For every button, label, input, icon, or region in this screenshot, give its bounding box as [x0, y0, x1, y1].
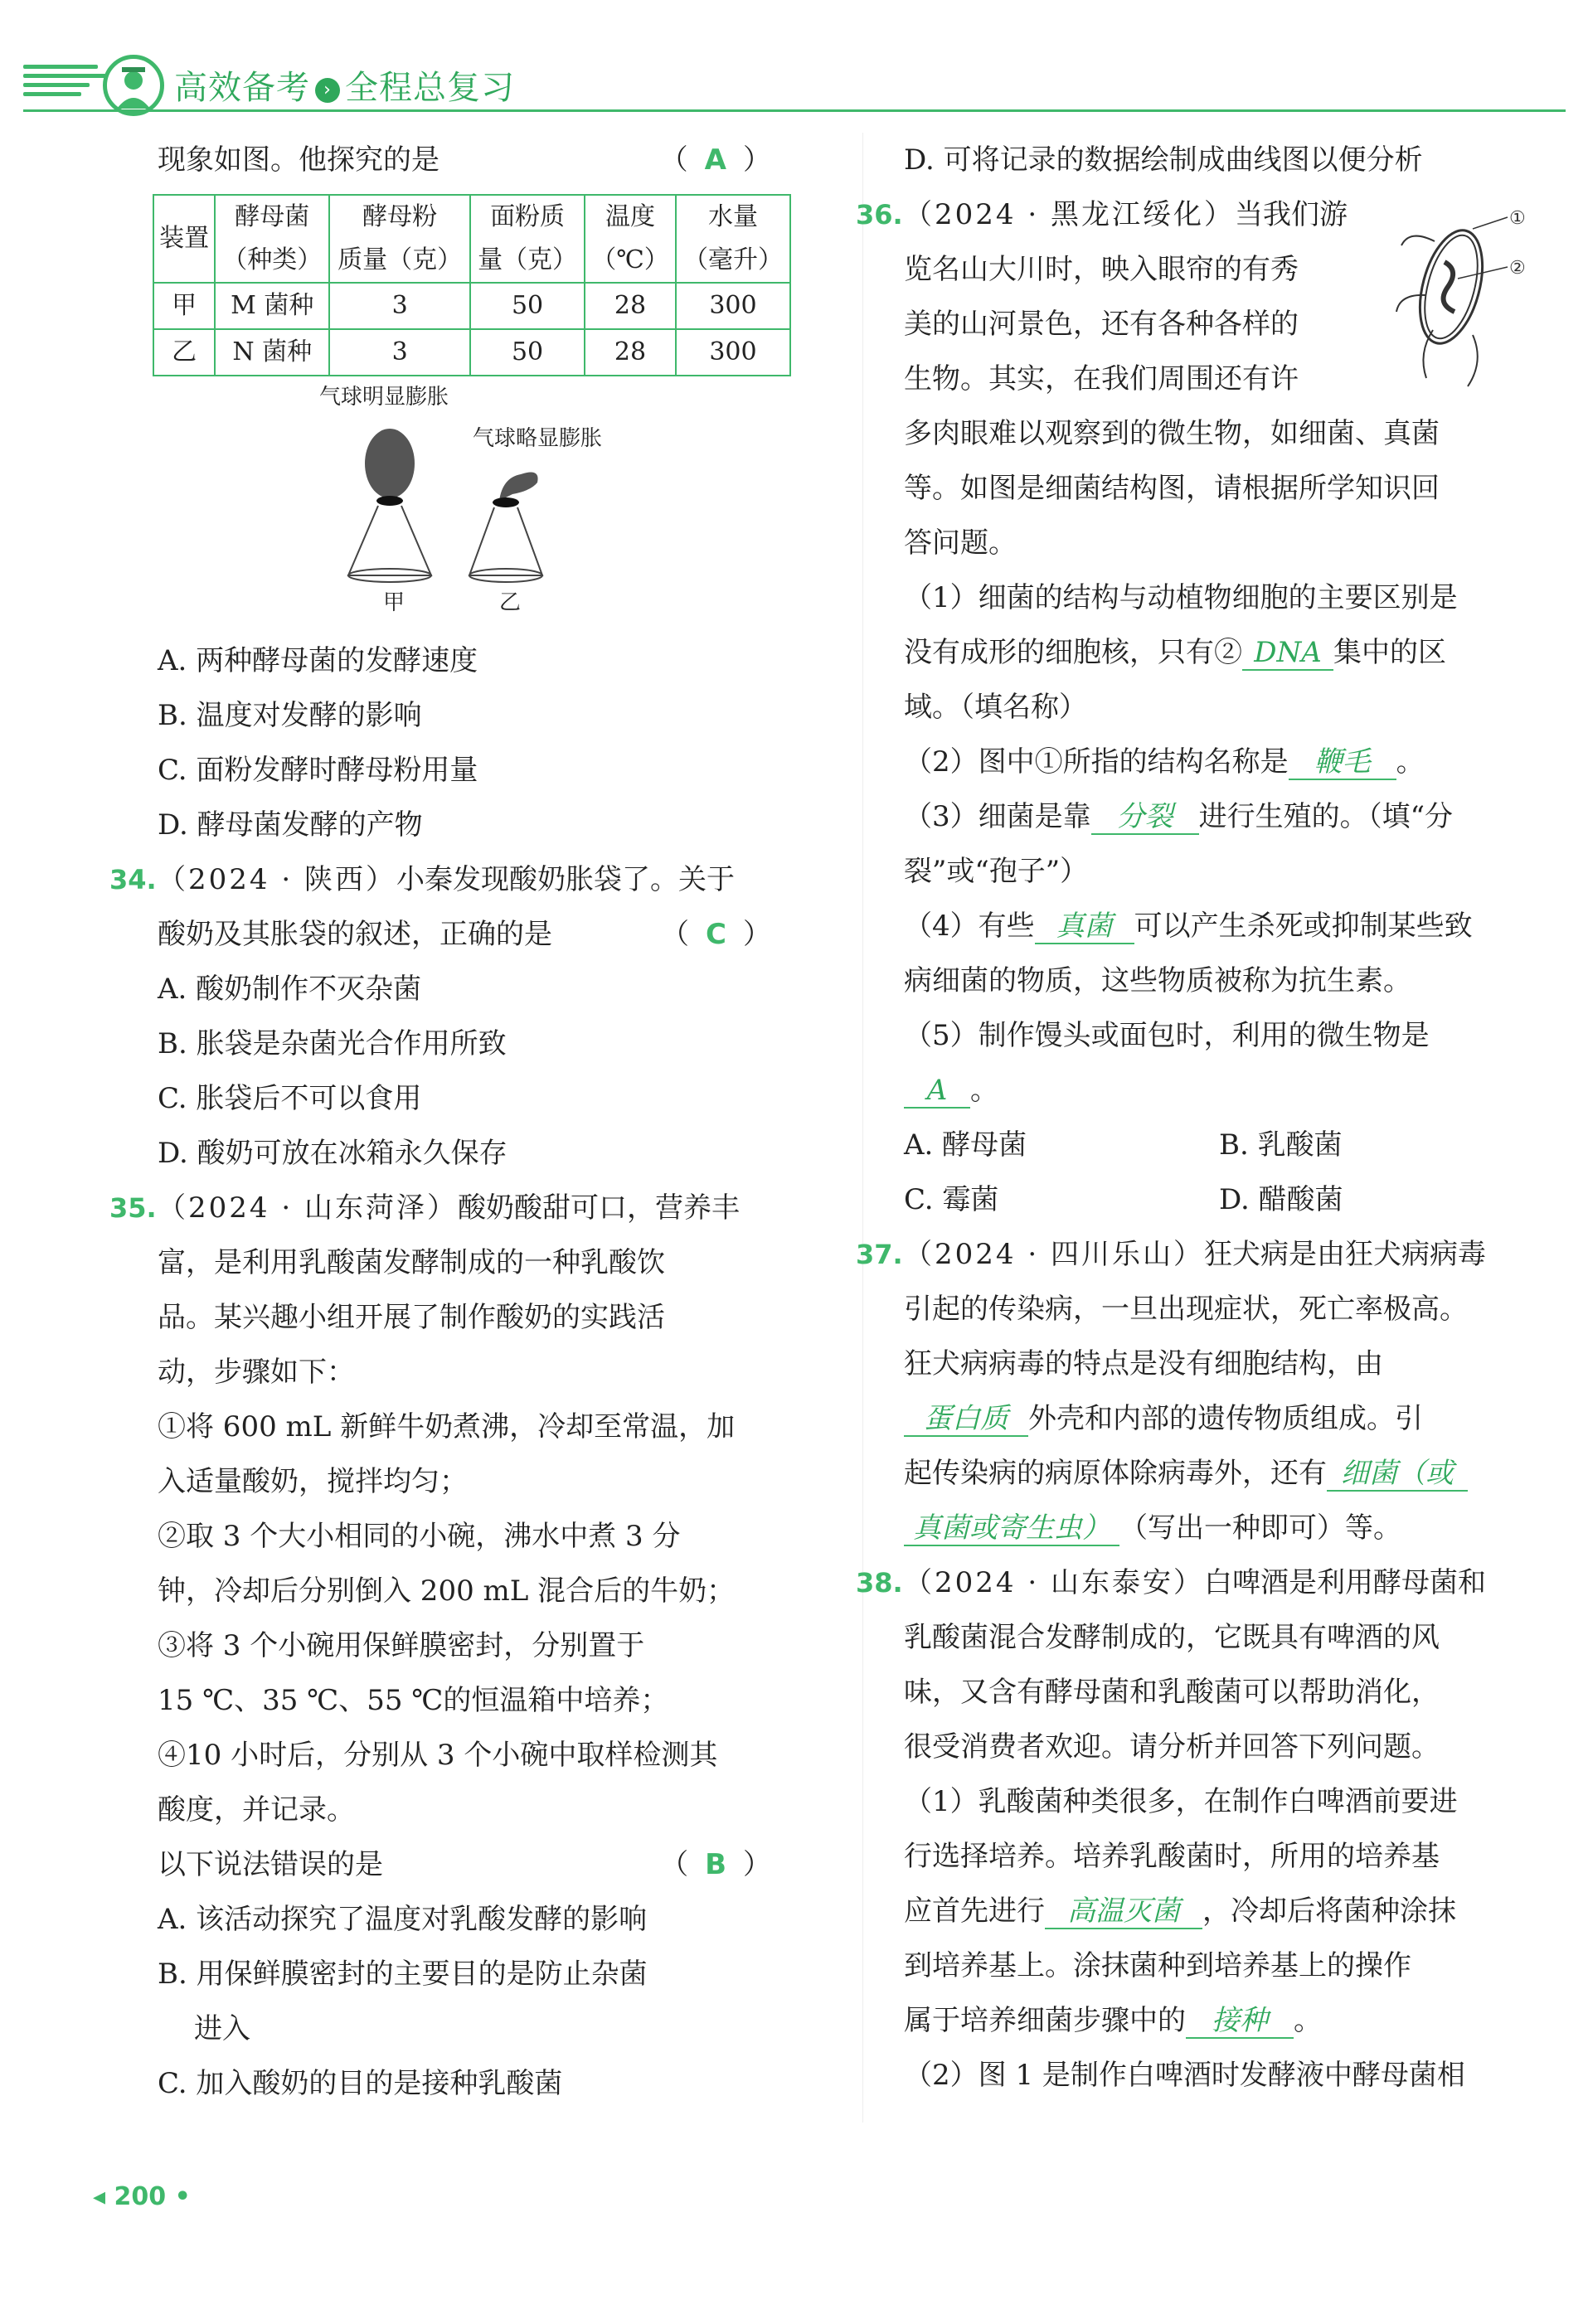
- q36-option-b: B. 乳酸菌: [1219, 1128, 1343, 1162]
- q35-line: 15 ℃、35 ℃、55 ℃的恒温箱中培养；: [158, 1684, 669, 1717]
- q38-line: 乳酸菌混合发酵制成的，它既具有啤酒的风: [904, 1621, 1440, 1654]
- q33-tail-text: 现象如图。他探究的是: [158, 143, 439, 177]
- q36-p2-b: 。: [1396, 745, 1425, 779]
- table-header-yeast-powder: 酵母粉 质量（克）: [329, 195, 470, 283]
- q35-line: 入适量酸奶，搅拌均匀；: [158, 1465, 468, 1498]
- q34-source: （2024 · 陕西）: [158, 863, 396, 896]
- q34-answer: C: [706, 918, 743, 951]
- q36-source: （2024 · 黑龙江绥化）: [904, 198, 1235, 231]
- table-cell: M 菌种: [215, 283, 329, 329]
- q38-line8: 到培养基上。涂抹菌种到培养基上的操作: [904, 1949, 1411, 1982]
- right-column: [856, 133, 1534, 2103]
- q36-stem: [856, 187, 1534, 242]
- q35-question-text: 以下说法错误的是: [158, 1848, 383, 1881]
- q38-l9-a: 属于培养细菌步骤中的: [904, 2004, 1186, 2037]
- page-number: 200: [114, 2182, 167, 2211]
- balloon-figure: [158, 385, 788, 633]
- bacterium-label-2: ②: [1509, 258, 1526, 279]
- page-footer: [93, 2182, 191, 2211]
- q36-line: 美的山河景色，还有各种各样的: [904, 308, 1299, 341]
- q33-option-c: C. 面粉发酵时酵母粉用量: [158, 754, 478, 787]
- q38-line: 味，又含有酵母菌和乳酸菌可以帮助消化，: [904, 1676, 1440, 1709]
- q36-p3-a: （3）细菌是靠: [904, 800, 1091, 833]
- q34-stem-line2: [158, 907, 788, 962]
- flask-jia-icon: [348, 506, 431, 575]
- q34-number: 34.: [109, 864, 157, 895]
- q36-p1-line3: 域。（填名称）: [904, 691, 1087, 724]
- q35-line: ②取 3 个大小相同的小碗，沸水中煮 3 分: [158, 1520, 681, 1553]
- q36-p5-line2: [904, 1063, 1534, 1118]
- table-cell: 3: [329, 283, 470, 329]
- q37-line3: 狂犬病病毒的特点是没有细胞结构，由: [904, 1347, 1383, 1380]
- q38-l7-a: 应首先进行: [904, 1895, 1045, 1928]
- q38-answer-2: 接种: [1186, 2004, 1294, 2039]
- table-row: [153, 329, 790, 376]
- table-header-water: 水量 （毫升）: [676, 195, 790, 283]
- q37-line5-text: 起传染病的病原体除病毒外，还有: [904, 1457, 1327, 1490]
- q34-stem: [109, 852, 788, 907]
- q36-line: 当我们游: [1234, 198, 1348, 231]
- table-header-flour: 面粉质 量（克）: [470, 195, 585, 283]
- table-header-yeast: 酵母菌 （种类）: [215, 195, 329, 283]
- q35-source: （2024 · 山东菏泽）: [158, 1191, 458, 1225]
- header-title-a: 高效备考: [174, 69, 310, 107]
- table-cell: 50: [470, 329, 585, 376]
- q37-line2: 引起的传染病，一旦出现症状，死亡率极高。: [904, 1293, 1468, 1326]
- q37-line1: 狂犬病是由狂犬病病毒: [1203, 1238, 1486, 1271]
- q37-answer-2a: 细菌（或: [1327, 1457, 1468, 1492]
- balloon-jia-icon: [365, 429, 415, 498]
- table-header-temp: 温度 （℃）: [585, 195, 676, 283]
- q37-line5: [904, 1446, 1534, 1501]
- q36-option-c: C. 霉菌: [904, 1183, 999, 1216]
- q37-line4: [904, 1391, 1534, 1446]
- q34-option-d: D. 酸奶可放在冰箱永久保存: [158, 1137, 507, 1170]
- flask-yi-icon: [469, 507, 542, 575]
- q35-line: ①将 600 mL 新鲜牛奶煮沸，冷却至常温，加: [158, 1410, 736, 1443]
- q35-answer: B: [705, 1848, 743, 1881]
- q36-p2: [904, 735, 1534, 789]
- table-cell: 乙: [153, 329, 215, 376]
- q38-line: （1）乳酸菌种类很多，在制作白啤酒前要进: [904, 1785, 1458, 1818]
- q38-line: 很受消费者欢迎。请分析并回答下列问题。: [904, 1730, 1440, 1764]
- q38-line: 白啤酒是利用酵母菌和: [1203, 1566, 1486, 1599]
- q35-question: [158, 1837, 788, 1892]
- q38-stem: [856, 1555, 1534, 1610]
- q36-p5-answer: A: [904, 1074, 970, 1109]
- q35-line: 酸奶酸甜可口，营养丰: [457, 1191, 740, 1225]
- q35-stem: [109, 1181, 788, 1235]
- q37-line6-text: （写出一种即可）等。: [1119, 1511, 1401, 1545]
- table-cell: 甲: [153, 283, 215, 329]
- table-cell: 300: [676, 283, 790, 329]
- q33-answer-bracket: （A）: [659, 143, 788, 177]
- q37-answer-1: 蛋白质: [904, 1402, 1028, 1437]
- q34-answer-bracket: （C）: [661, 918, 788, 951]
- bacterium-label-1: ①: [1509, 208, 1526, 229]
- q38-l9-b: 。: [1294, 2004, 1322, 2037]
- q37-answer-2b: 真菌或寄生虫）: [904, 1511, 1119, 1546]
- balloon-drawing: [307, 385, 655, 633]
- q38-line7: [904, 1884, 1534, 1938]
- q34-stem-b: 酸奶及其胀袋的叙述，正确的是: [158, 918, 552, 951]
- header-stripes: [23, 65, 114, 106]
- q36-p4-line2: 病细菌的物质，这些物质被称为抗生素。: [904, 964, 1411, 997]
- q36-options-row1: [904, 1118, 1534, 1172]
- q33-option-d: D. 酵母菌发酵的产物: [158, 808, 423, 842]
- q35-line: 富，是利用乳酸菌发酵制成的一种乳酸饮: [158, 1246, 665, 1279]
- q36-number: 36.: [856, 199, 903, 230]
- table-cell: 50: [470, 283, 585, 329]
- q36-line: 等。如图是细菌结构图，请根据所学知识回: [904, 472, 1440, 505]
- q33-option-b: B. 温度对发酵的影响: [158, 699, 422, 732]
- header-arrow-icon: ›: [315, 78, 340, 103]
- q37-line4-text: 外壳和内部的遗传物质组成。引: [1028, 1402, 1423, 1435]
- q38-source: （2024 · 山东泰安）: [904, 1566, 1204, 1599]
- table-header-device: 装置: [153, 195, 215, 283]
- q33-tail: [158, 133, 788, 187]
- header-title: [174, 61, 515, 109]
- label-balloon-jia: 气球明显膨胀: [319, 385, 449, 410]
- q34-option-a: A. 酸奶制作不灭杂菌: [158, 973, 422, 1006]
- footer-dot-icon: •: [166, 2182, 191, 2211]
- q35-line: 品。某兴趣小组开展了制作酸奶的实践活: [158, 1301, 665, 1334]
- label-yi: 乙: [499, 590, 522, 615]
- q38-line9: [904, 1993, 1534, 2048]
- q34-option-c: C. 胀袋后不可以食用: [158, 1082, 422, 1115]
- table-cell: 300: [676, 329, 790, 376]
- q35-option-c: C. 加入酸奶的目的是接种乳酸菌: [158, 2067, 563, 2100]
- q36-options-row2: [904, 1172, 1534, 1227]
- q37-stem: [856, 1227, 1534, 1282]
- q36-option-a: A. 酵母菌: [904, 1128, 1027, 1162]
- q38-line: 行选择培养。培养乳酸菌时，所用的培养基: [904, 1840, 1440, 1873]
- label-balloon-yi: 气球略显膨胀: [473, 426, 603, 451]
- q36-block: [856, 187, 1534, 570]
- q36-p3-b: 进行生殖的。（填“分: [1198, 800, 1454, 833]
- label-jia: 甲: [383, 590, 405, 615]
- q36-p1-c: 集中的区: [1333, 636, 1446, 669]
- q36-p5-b: 。: [970, 1074, 998, 1107]
- q35-option-b: B. 用保鲜膜密封的主要目的是防止杂菌: [158, 1958, 648, 1991]
- table-cell: 28: [585, 329, 676, 376]
- q35-line: ④10 小时后，分别从 3 个小碗中取样检测其: [158, 1739, 718, 1772]
- table-cell: N 菌种: [215, 329, 329, 376]
- q37-number: 37.: [856, 1239, 903, 1270]
- q36-p4: [904, 899, 1534, 953]
- q38-line10: （2）图 1 是制作白啤酒时发酵液中酵母菌相: [904, 2059, 1465, 2092]
- q35-option-d: D. 可将记录的数据绘制成曲线图以便分析: [904, 143, 1423, 177]
- q36-option-d: D. 醋酸菌: [1219, 1183, 1343, 1216]
- left-column: [109, 133, 788, 2111]
- q35-number: 35.: [109, 1192, 157, 1224]
- q33-answer: A: [704, 143, 743, 177]
- q35-option-a: A. 该活动探究了温度对乳酸发酵的影响: [158, 1903, 648, 1936]
- q33-option-a: A. 两种酵母菌的发酵速度: [158, 644, 478, 677]
- q35-line: ③将 3 个小碗用保鲜膜密封，分别置于: [158, 1629, 645, 1662]
- q36-line: 览名山大川时，映入眼帘的有秀: [904, 253, 1299, 286]
- q36-p4-b: 可以产生杀死或抑制某些致: [1134, 910, 1473, 943]
- q36-p4-a: （4）有些: [904, 910, 1035, 943]
- table-cell: 28: [585, 283, 676, 329]
- q36-p1-answer: DNA: [1242, 636, 1333, 671]
- q36-p1-line2: [904, 625, 1534, 680]
- q38-l7-b: ，冷却后将菌种涂抹: [1202, 1895, 1456, 1928]
- table-header-row: [153, 195, 790, 283]
- balloon-yi-icon: [499, 473, 538, 501]
- q36-p2-answer: 鞭毛: [1289, 745, 1396, 780]
- header-title-b: 全程总复习: [345, 69, 515, 107]
- q34-option-b: B. 胀袋是杂菌光合作用所致: [158, 1027, 507, 1060]
- q37-line6: [904, 1501, 1534, 1555]
- q36-line: 多肉眼难以观察到的微生物，如细菌、真菌: [904, 417, 1440, 450]
- q35-line: 钟，冷却后分别倒入 200 mL 混合后的牛奶；: [158, 1574, 736, 1608]
- header-rule: [23, 109, 1566, 112]
- q38-number: 38.: [856, 1567, 903, 1599]
- q36-p1-b: 没有成形的细胞核，只有②: [904, 636, 1242, 669]
- q36-p5: （5）制作馒头或面包时，利用的微生物是: [904, 1019, 1430, 1052]
- q38-answer-1: 高温灭菌: [1045, 1895, 1202, 1929]
- q37-source: （2024 · 四川乐山）: [904, 1238, 1204, 1271]
- q36-p3: [904, 789, 1534, 844]
- q35-option-b-cont: 进入: [194, 2012, 250, 2045]
- q36-line: 生物。其实，在我们周围还有许: [904, 362, 1299, 395]
- q36-line: 答问题。: [904, 526, 1017, 560]
- student-logo-icon: [103, 55, 164, 116]
- q36-p1-line1: （1）细菌的结构与动植物细胞的主要区别是: [904, 581, 1458, 614]
- q36-p3-answer: 分裂: [1091, 800, 1199, 835]
- q36-p4-answer: 真菌: [1035, 910, 1134, 944]
- q36-p3-line2: 裂”或“孢子”）: [904, 855, 1089, 888]
- experiment-table: [153, 194, 791, 376]
- q34-stem-a: 小秦发现酸奶胀袋了。关于: [396, 863, 735, 896]
- footer-left-arrow-icon: ◂: [93, 2182, 114, 2211]
- table-cell: 3: [329, 329, 470, 376]
- table-row: [153, 283, 790, 329]
- q35-line: 酸度，并记录。: [158, 1793, 355, 1827]
- q36-p2-a: （2）图中①所指的结构名称是: [904, 745, 1289, 779]
- q35-line: 动，步骤如下：: [158, 1356, 355, 1389]
- column-divider: [862, 133, 863, 2123]
- q35-answer-bracket: （B）: [660, 1848, 788, 1881]
- page-header: [23, 50, 1566, 116]
